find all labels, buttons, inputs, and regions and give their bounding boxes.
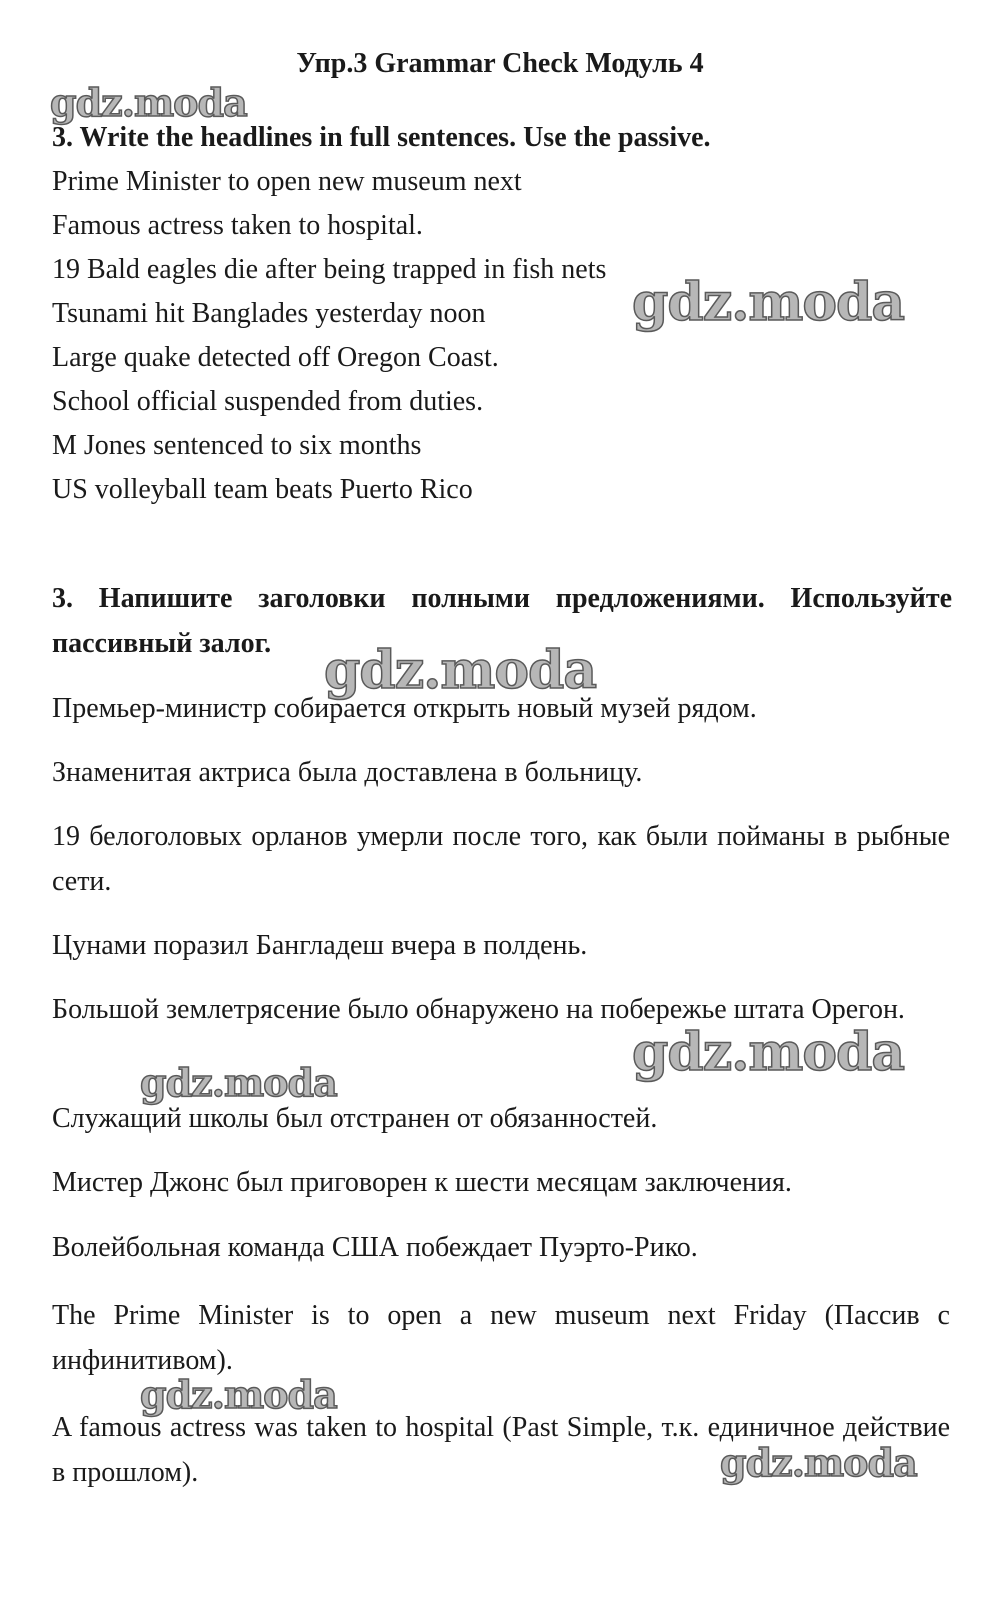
headline-item: M Jones sentenced to six months (52, 430, 422, 461)
headline-item: School official suspended from duties. (52, 386, 484, 417)
watermark: gdz.moda (632, 1022, 905, 1083)
translation-item: Мистер Джонс был приговорен к шести месяцам заключения. (52, 1167, 792, 1198)
translation-item: Служащий школы был отстранен от обязанностей. (52, 1103, 658, 1134)
headline-item: 19 Bald eagles die after being trapped in fish nets (52, 254, 607, 285)
translation-item: Знаменитая актриса была доставлена в больницу. (52, 757, 643, 788)
headline-item: Prime Minister to open new museum next (52, 166, 522, 197)
watermark: gdz.moda (140, 1060, 337, 1105)
translation-item: Премьер-министр собирается открыть новый музей рядом. (52, 693, 757, 724)
headline-item: Famous actress taken to hospital. (52, 210, 423, 241)
watermark: gdz.moda (720, 1440, 917, 1485)
watermark: gdz.moda (632, 272, 905, 333)
translation-item: 19 белоголовых орланов умерли после того, как были пойманы в рыбные сети. (52, 821, 950, 897)
headline-item: Large quake detected off Oregon Coast. (52, 342, 499, 373)
exercise-heading-en: 3. Write the headlines in full sentences. Use the passive. (52, 122, 711, 153)
translation-item: Волейбольная команда США побеждает Пуэрто-Рико. (52, 1232, 698, 1263)
exercise-heading-ru: 3. Напишите заголовки полными предложениями. Используйте пассивный залог. (52, 583, 952, 659)
watermark: gdz.moda (140, 1372, 337, 1417)
headline-item: Tsunami hit Banglades yesterday noon (52, 298, 486, 329)
translation-item: Большой землетрясение было обнаружено на побережье штата Орегон. (52, 994, 905, 1025)
watermark: gdz.moda (324, 640, 597, 701)
headline-item: US volleyball team beats Puerto Rico (52, 474, 473, 505)
translation-item: Цунами поразил Бангладеш вчера в полдень. (52, 930, 588, 961)
page-title: Упр.3 Grammar Check Модуль 4 (296, 48, 704, 79)
watermark: gdz.moda (50, 80, 247, 125)
answer-item: The Prime Minister is to open a new museum next Friday (Пассив с инфинитивом). (52, 1300, 950, 1376)
answer-item: A famous actress was taken to hospital (Past Simple, т.к. единичное действие в прошлом). (52, 1412, 950, 1488)
